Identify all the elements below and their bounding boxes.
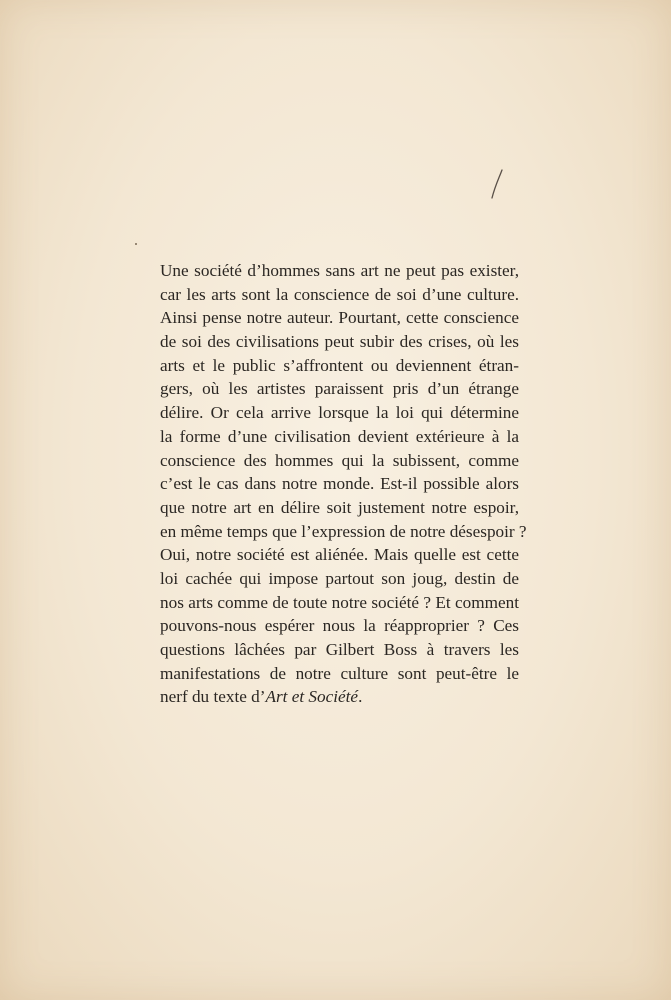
paragraph-line: la forme d’une civilisation devient extérieure à la xyxy=(160,426,519,446)
paragraph-line: loi cachée qui impose partout son joug, destin de xyxy=(160,568,519,588)
margin-dot xyxy=(135,243,137,245)
last-line-prefix: nerf du texte d’ xyxy=(160,687,266,707)
paragraph-line: Ainsi pense notre auteur. Pourtant, cette conscience xyxy=(160,308,519,328)
paragraph-line: arts et le public s’affrontent ou deviennent étran- xyxy=(160,355,519,375)
paragraph-line: en même temps que l’expression de notre désespoir ? xyxy=(160,521,527,541)
paragraph-line: Une société d’hommes sans art ne peut pas exister, xyxy=(160,261,519,280)
pencil-slash-mark xyxy=(486,168,506,200)
last-line-suffix: . xyxy=(358,687,363,707)
paragraph-line: conscience des hommes qui la subissent, comme xyxy=(160,450,519,470)
paragraph-line: questions lâchées par Gilbert Boss à travers les xyxy=(160,640,519,659)
paragraph-line: de soi des civilisations peut subir des crises, où les xyxy=(160,332,519,352)
book-title: Art et Société xyxy=(265,687,359,707)
paragraph-last-line xyxy=(160,685,519,709)
paragraph-line: manifestations de notre culture sont peut-être le xyxy=(160,663,519,683)
paragraph-line: que notre art en délire soit justement notre espoir, xyxy=(160,497,519,517)
paragraph-line: gers, où les artistes paraissent pris d’un étrange xyxy=(160,379,519,399)
paragraph-line: c’est le cas dans notre monde. Est-il possible alors xyxy=(160,474,519,494)
paragraph-line: pouvons-nous espérer nous la réapproprier ? Ces xyxy=(160,616,519,636)
paragraph-line: Oui, notre société est aliénée. Mais quelle est cette xyxy=(160,545,519,565)
paragraph-line: car les arts sont la conscience de soi d’une culture. xyxy=(160,284,519,304)
blurb-paragraph xyxy=(160,259,527,709)
paragraph-line: délire. Or cela arrive lorsque la loi qui détermine xyxy=(160,403,519,423)
paragraph-line: nos arts comme de toute notre société ? Et comment xyxy=(160,592,519,612)
